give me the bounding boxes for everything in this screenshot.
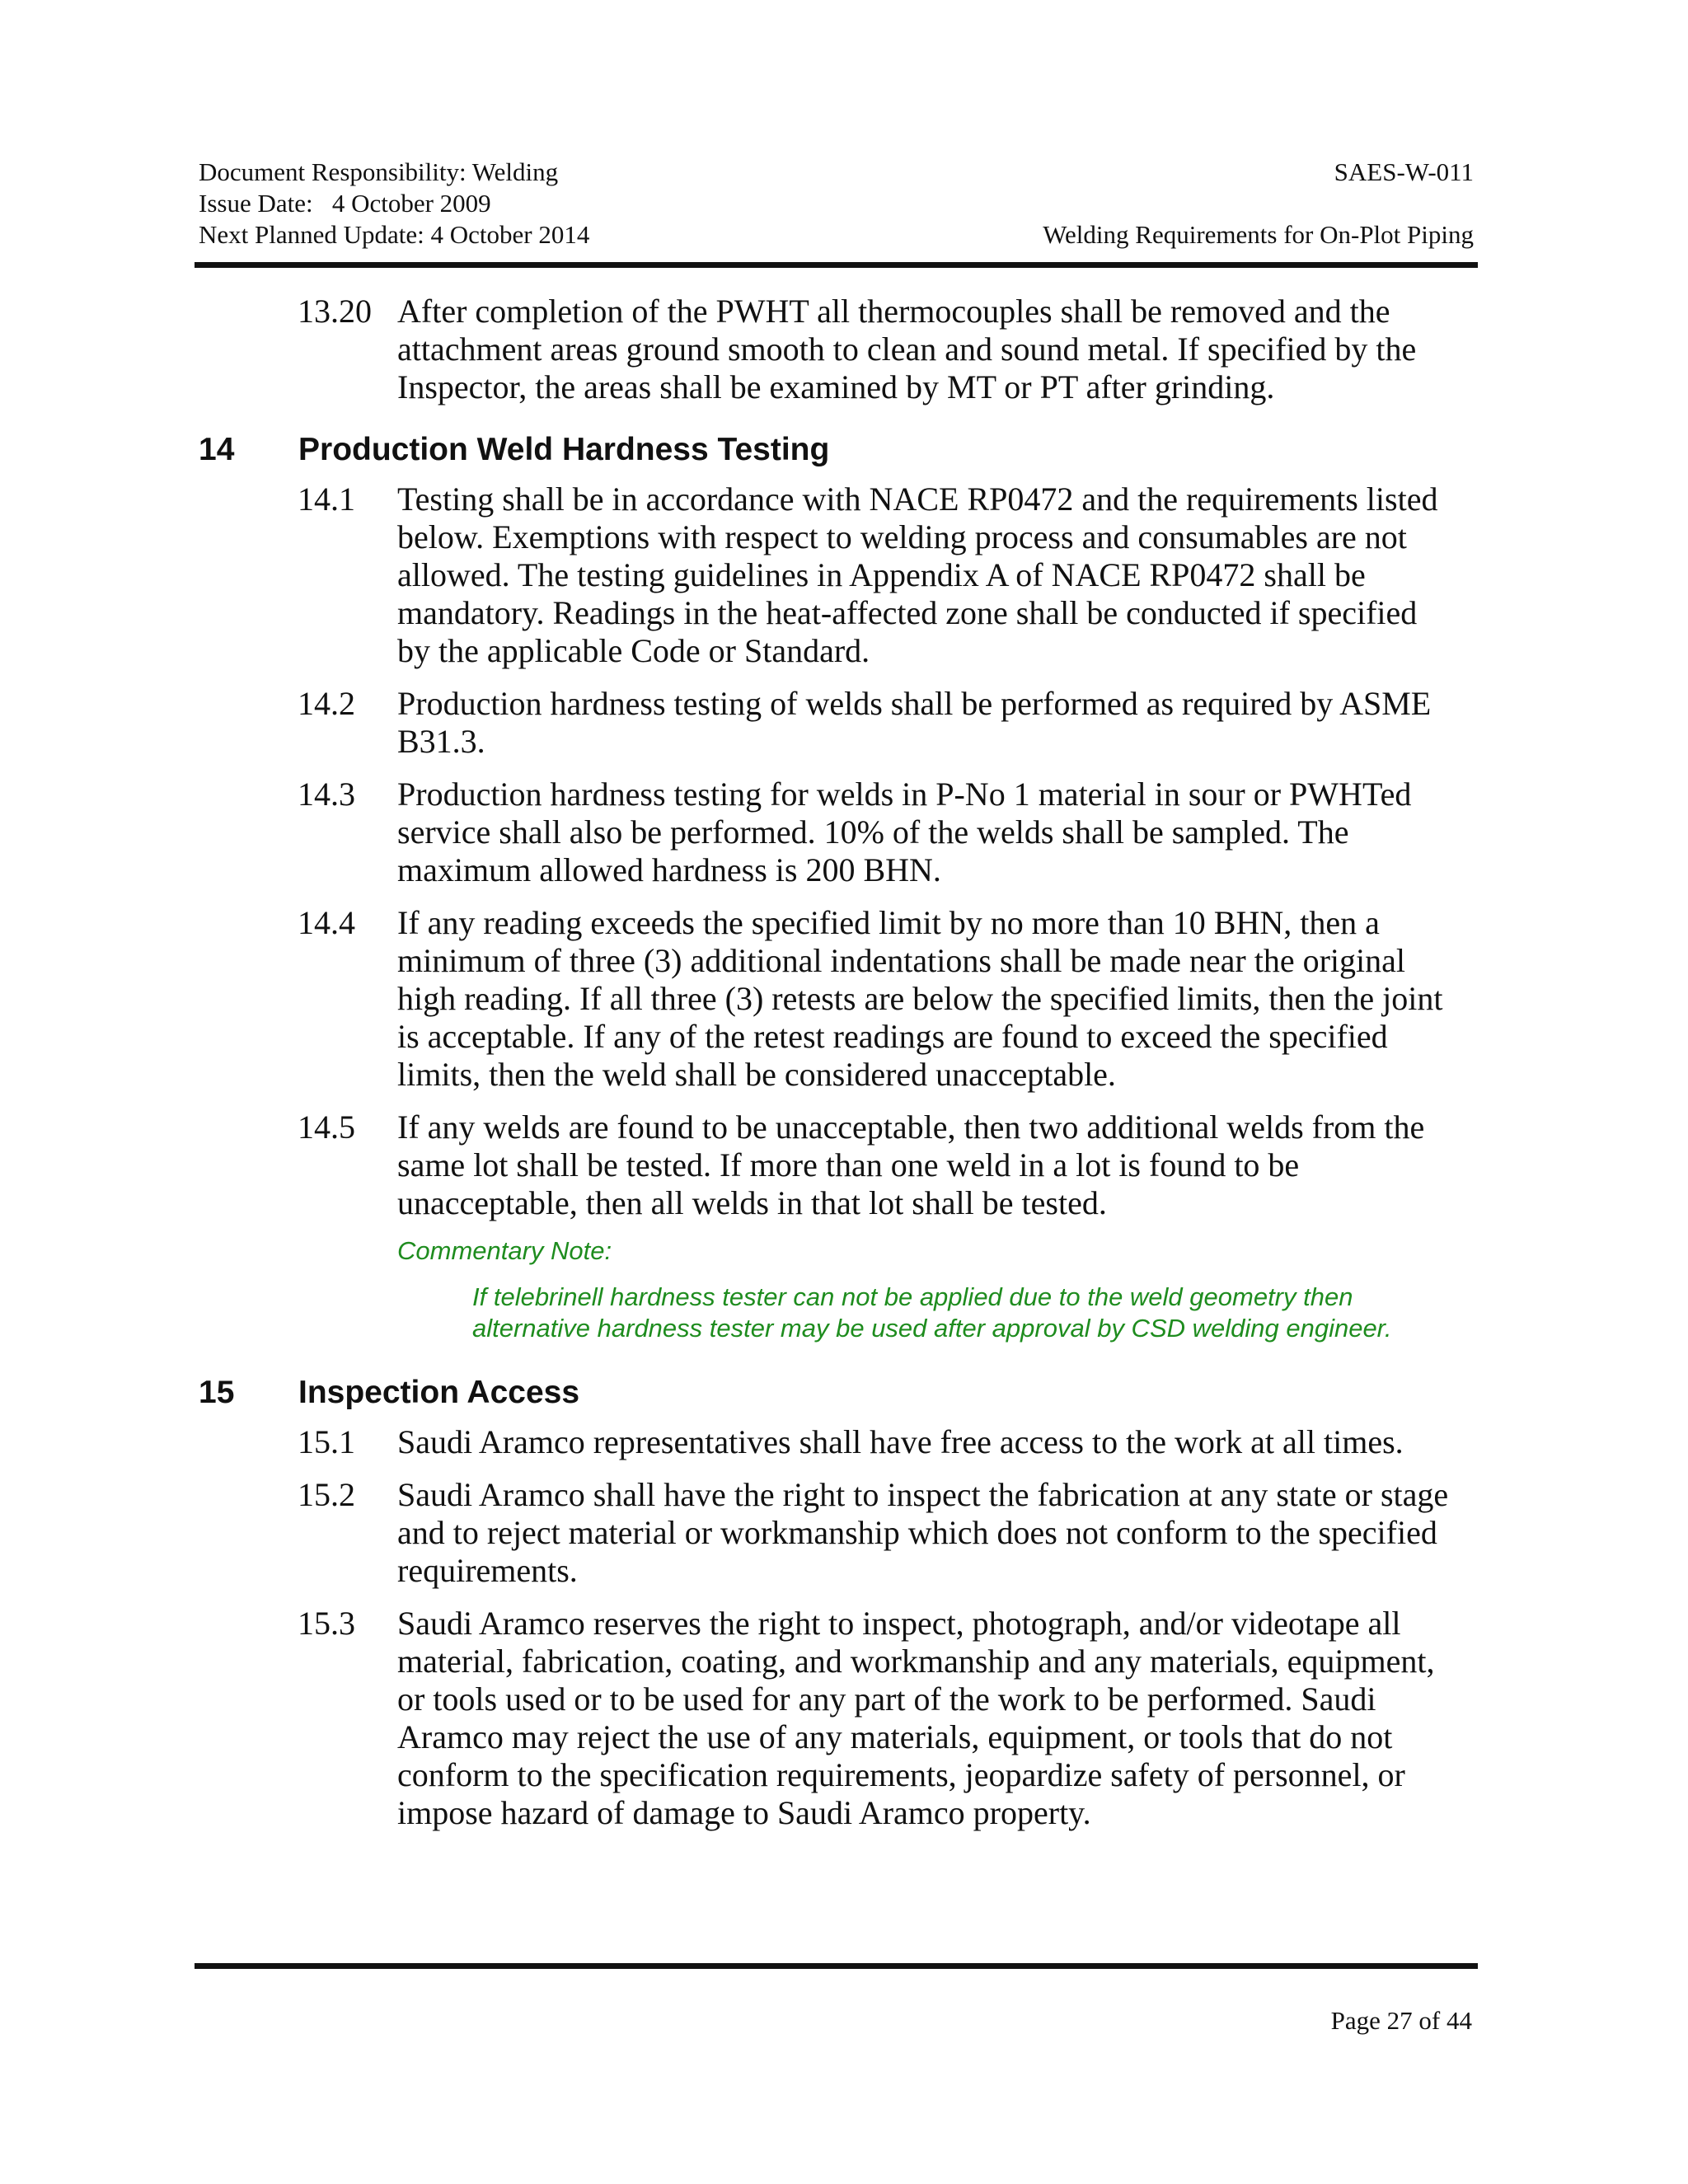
clause-line: Production hardness testing for welds in P-No 1 material in sour or PWHTed (397, 776, 1412, 813)
header-rule (195, 262, 1478, 268)
clause-line: Saudi Aramco reserves the right to inspect, photograph, and/or videotape all (397, 1605, 1401, 1642)
clause-15-2 (199, 1476, 1472, 1590)
section-15-heading (199, 1374, 1472, 1412)
clause-line: high reading. If all three (3) retests are below the specified limits, then the joint (397, 980, 1443, 1017)
document-body (199, 293, 1472, 1847)
commentary-note-body (472, 1282, 1472, 1344)
clause-line: or tools used or to be used for any part of the work to be performed. Saudi (397, 1680, 1376, 1718)
clause-text (397, 480, 1472, 670)
document-responsibility: Document Responsibility: Welding (199, 157, 559, 186)
clause-line: material, fabrication, coating, and workmanship and any materials, equipment, (397, 1643, 1435, 1680)
section-number: 14 (199, 432, 235, 467)
section-title: Production Weld Hardness Testing (298, 432, 830, 467)
page-number: Page 27 of 44 (1330, 2006, 1472, 2035)
clause-line: Production hardness testing of welds shall be performed as required by ASME (397, 685, 1432, 722)
clause-text (397, 1605, 1472, 1832)
clause-14-1 (199, 480, 1472, 670)
clause-number: 14.4 (298, 904, 355, 941)
clause-text (397, 904, 1472, 1094)
clause-15-3 (199, 1605, 1472, 1832)
header-row-2 (199, 188, 1474, 219)
commentary-line: If telebrinell hardness tester can not be applied due to the weld geometry then (472, 1282, 1353, 1311)
clause-text (397, 1108, 1472, 1222)
clause-number: 14.3 (298, 776, 355, 813)
clause-number: 14.2 (298, 685, 355, 722)
clause-line: unacceptable, then all welds in that lot shall be tested. (397, 1184, 1107, 1221)
clause-line: below. Exemptions with respect to welding process and consumables are not (397, 518, 1407, 555)
clause-line: Saudi Aramco representatives shall have free access to the work at all times. (397, 1423, 1404, 1460)
clause-text (397, 1423, 1472, 1461)
document-number: SAES-W-011 (1334, 157, 1474, 186)
clause-line: limits, then the weld shall be considered unacceptable. (397, 1056, 1116, 1093)
clause-line: If any welds are found to be unacceptable, then two additional welds from the (397, 1108, 1425, 1146)
clause-line: mandatory. Readings in the heat-affected zone shall be conducted if specified (397, 594, 1418, 631)
clause-text (397, 1476, 1472, 1590)
commentary-note-title: Commentary Note: (397, 1236, 612, 1265)
clause-number: 14.5 (298, 1108, 355, 1146)
section-number: 15 (199, 1375, 235, 1410)
issue-date: Issue Date: 4 October 2009 (199, 189, 491, 218)
clause-number: 15.3 (298, 1605, 355, 1642)
clause-line: impose hazard of damage to Saudi Aramco property. (397, 1794, 1091, 1831)
page-header (199, 157, 1474, 251)
clause-line: is acceptable. If any of the retest readings are found to exceed the specified (397, 1018, 1388, 1055)
clause-line: allowed. The testing guidelines in Appendix A of NACE RP0472 shall be (397, 556, 1366, 593)
clause-line: and to reject material or workmanship which does not conform to the specified (397, 1514, 1437, 1551)
clause-text (397, 293, 1472, 406)
clause-text (397, 685, 1472, 761)
clause-line: same lot shall be tested. If more than one weld in a lot is found to be (397, 1146, 1300, 1183)
clause-line: B31.3. (397, 723, 485, 760)
clause-14-3 (199, 776, 1472, 889)
clause-line: After completion of the PWHT all thermocouples shall be removed and the (397, 293, 1390, 330)
section-title: Inspection Access (298, 1375, 580, 1410)
commentary-line: alternative hardness tester may be used after approval by CSD welding engineer. (472, 1314, 1392, 1343)
clause-number: 15.2 (298, 1476, 355, 1513)
clause-line: maximum allowed hardness is 200 BHN. (397, 851, 941, 888)
next-planned-update: Next Planned Update: 4 October 2014 (199, 220, 590, 249)
section-14-heading (199, 431, 1472, 469)
clause-15-1 (199, 1423, 1472, 1461)
clause-line: attachment areas ground smooth to clean and sound metal. If specified by the (397, 330, 1417, 368)
clause-number: 14.1 (298, 480, 355, 518)
clause-line: conform to the specification requirements, jeopardize safety of personnel, or (397, 1756, 1405, 1793)
clause-line: by the applicable Code or Standard. (397, 632, 870, 669)
clause-14-4 (199, 904, 1472, 1094)
clause-line: requirements. (397, 1552, 578, 1589)
footer-rule (195, 1963, 1478, 1969)
header-row-1 (199, 157, 1474, 188)
clause-14-5 (199, 1108, 1472, 1222)
clause-line: Inspector, the areas shall be examined by MT or PT after grinding. (397, 368, 1275, 405)
clause-number: 13.20 (298, 293, 372, 330)
clause-line: service shall also be performed. 10% of the welds shall be sampled. The (397, 813, 1349, 851)
header-row-3 (199, 219, 1474, 251)
clause-line: minimum of three (3) additional indentations shall be made near the original (397, 942, 1405, 979)
clause-text (397, 776, 1472, 889)
clause-line: Saudi Aramco shall have the right to inspect the fabrication at any state or stage (397, 1476, 1449, 1513)
clause-13-20 (199, 293, 1472, 406)
clause-line: Testing shall be in accordance with NACE RP0472 and the requirements listed (397, 480, 1438, 518)
clause-line: If any reading exceeds the specified limit by no more than 10 BHN, then a (397, 904, 1380, 941)
document-title: Welding Requirements for On-Plot Piping (1043, 220, 1474, 249)
clause-line: Aramco may reject the use of any materials, equipment, or tools that do not (397, 1718, 1393, 1755)
clause-number: 15.1 (298, 1423, 355, 1460)
clause-14-2 (199, 685, 1472, 761)
